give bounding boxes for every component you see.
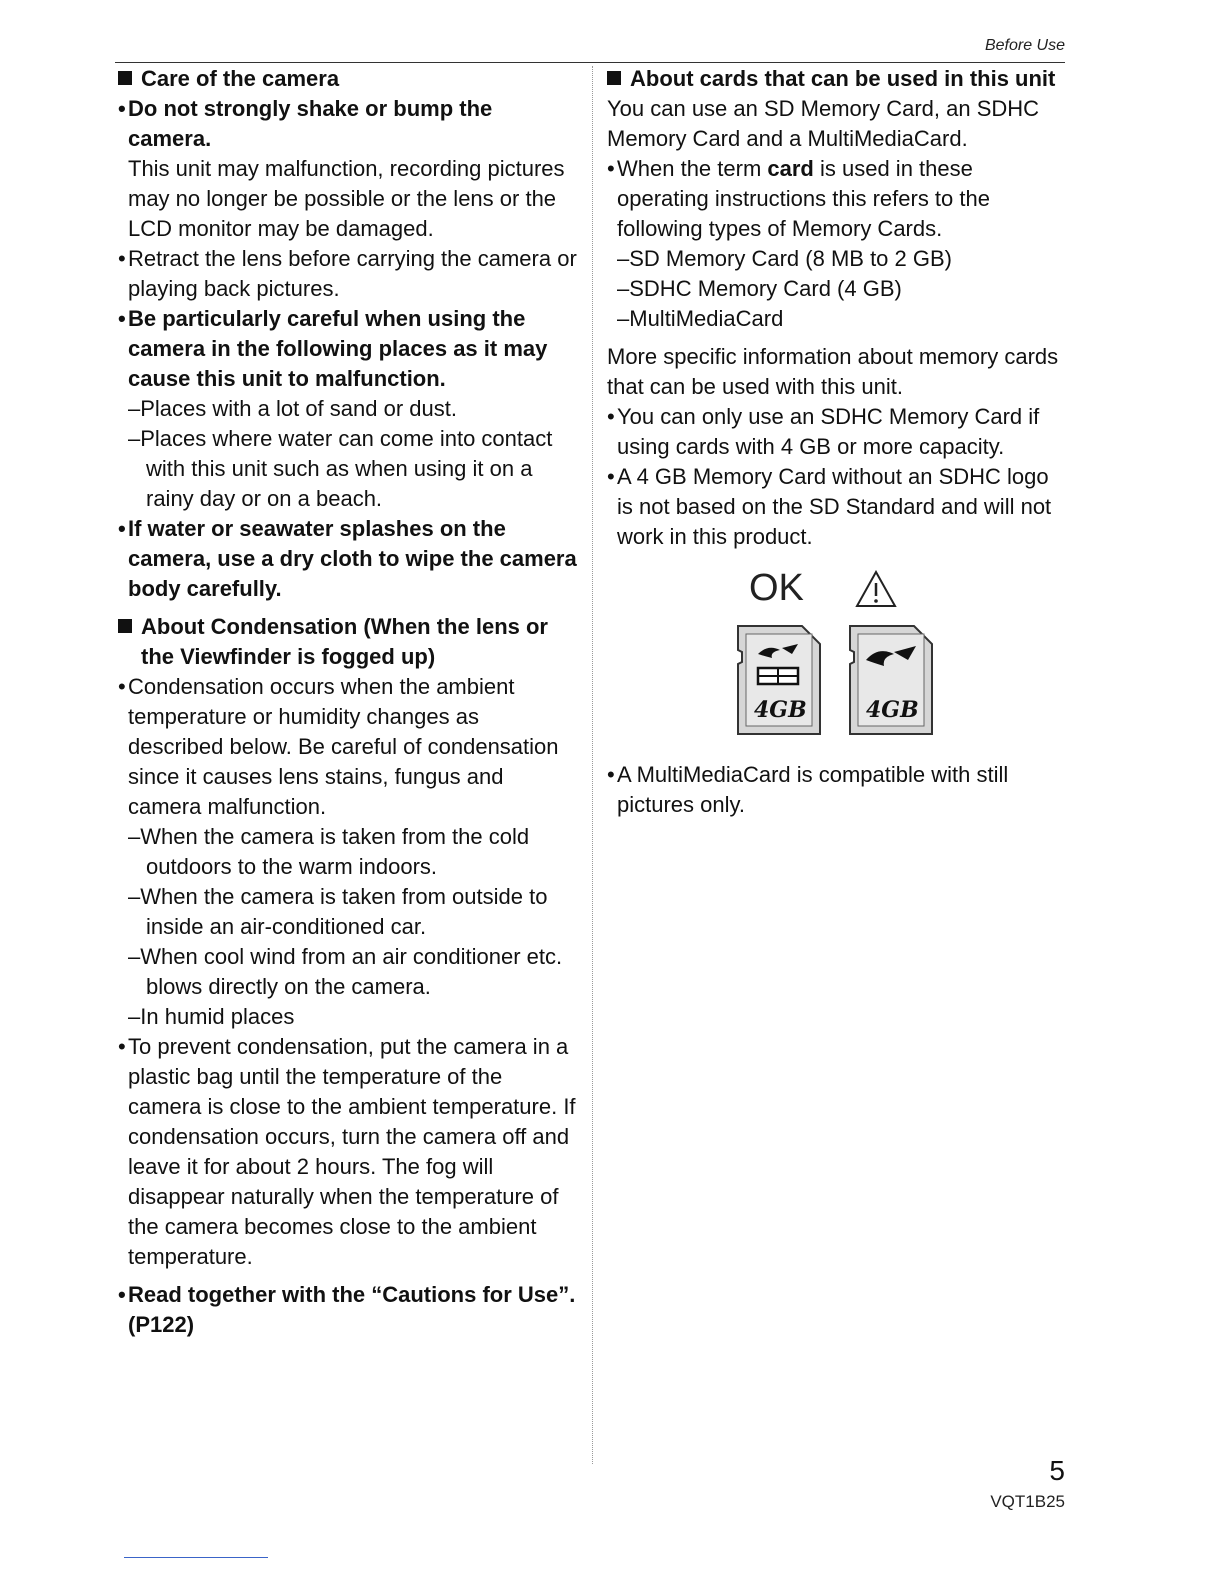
condensation-intro: • Condensation occurs when the ambient temperature or humidity changes as described below. Be careful of condensation since it causes lens stains, fungus and camera malfunction. — [118, 674, 559, 819]
card-type: –SDHC Memory Card (4 GB) — [617, 276, 902, 301]
footer-line — [124, 1557, 268, 1558]
card-illustration — [607, 566, 1067, 758]
prevent-bullet: • To prevent condensation, put the camera in a plastic bag until the temperature of the camera is close to the ambient temperature. If condensation occurs, turn the camera off and leave it for about 2 hours. The fog will disappear naturally when the temperature of the camera becomes close to the ambient temperature. — [118, 1034, 576, 1269]
places-item: –Places with a lot of sand or dust. — [128, 396, 457, 421]
header-rule — [115, 62, 1065, 63]
sdhc-card-icon — [736, 624, 822, 736]
left-column — [118, 64, 578, 1340]
cards-intro: You can use an SD Memory Card, an SDHC Memory Card and a MultiMediaCard. — [607, 96, 1040, 151]
mmc-note: • A MultiMediaCard is compatible with still pictures only. — [607, 762, 1009, 817]
ok-label: OK — [749, 567, 804, 609]
no-logo-bullet: • A 4 GB Memory Card without an SDHC logo is not based on the SD Standard and will not work in this product. — [607, 464, 1052, 549]
model-code: VQT1B25 — [990, 1492, 1065, 1511]
shake-warning: • Do not strongly shake or bump the camera. — [118, 96, 493, 151]
sdhc-only-bullet: • You can only use an SDHC Memory Card if using cards with 4 GB or more capacity. — [607, 404, 1040, 459]
condensation-heading: About Condensation (When the lens or the Viewfinder is fogged up) — [118, 612, 578, 672]
sd-card-capacity: 4GB — [866, 697, 919, 723]
condensation-case: –In humid places — [128, 1004, 295, 1029]
places-item: –Places where water can come into contact with this unit such as when using it on a rainy day or on a beach. — [128, 426, 553, 511]
water-warning: • If water or seawater splashes on the camera, use a dry cloth to wipe the camera body carefully. — [118, 516, 577, 601]
sdhc-card-capacity: 4GB — [754, 697, 807, 723]
card-type: –MultiMediaCard — [617, 306, 784, 331]
retract-bullet: • Retract the lens before carrying the camera or playing back pictures. — [118, 246, 577, 301]
condensation-case: –When the camera is taken from outside to inside an air-conditioned car. — [128, 884, 548, 939]
places-warning: • Be particularly careful when using the camera in the following places as it may cause this unit to malfunction. — [118, 306, 548, 391]
sd-card-icon — [848, 624, 934, 736]
card-type: –SD Memory Card (8 MB to 2 GB) — [617, 246, 952, 271]
cards-heading: About cards that can be used in this unit — [607, 64, 1067, 94]
condensation-case: –When cool wind from an air conditioner etc. blows directly on the camera. — [128, 944, 563, 999]
card-term-bullet: • When the term card is used in these operating instructions this refers to the following types of Memory Cards. — [607, 156, 990, 241]
running-header: Before Use — [984, 37, 1065, 54]
square-bullet-icon — [118, 71, 132, 85]
right-column — [607, 64, 1067, 820]
read-together-note: • Read together with the “Cautions for Use”. (P122) — [118, 1282, 576, 1337]
more-info: More specific information about memory cards that can be used with this unit. — [607, 344, 1059, 399]
column-divider — [592, 66, 593, 1464]
square-bullet-icon — [118, 619, 132, 633]
condensation-case: –When the camera is taken from the cold outdoors to the warm indoors. — [128, 824, 530, 879]
square-bullet-icon — [607, 71, 621, 85]
page-number: 5 — [1049, 1455, 1065, 1486]
warning-icon — [855, 570, 897, 608]
shake-text: This unit may malfunction, recording pictures may no longer be possible or the lens or the LCD monitor may be damaged. — [128, 156, 565, 241]
care-heading: Care of the camera — [118, 64, 578, 94]
